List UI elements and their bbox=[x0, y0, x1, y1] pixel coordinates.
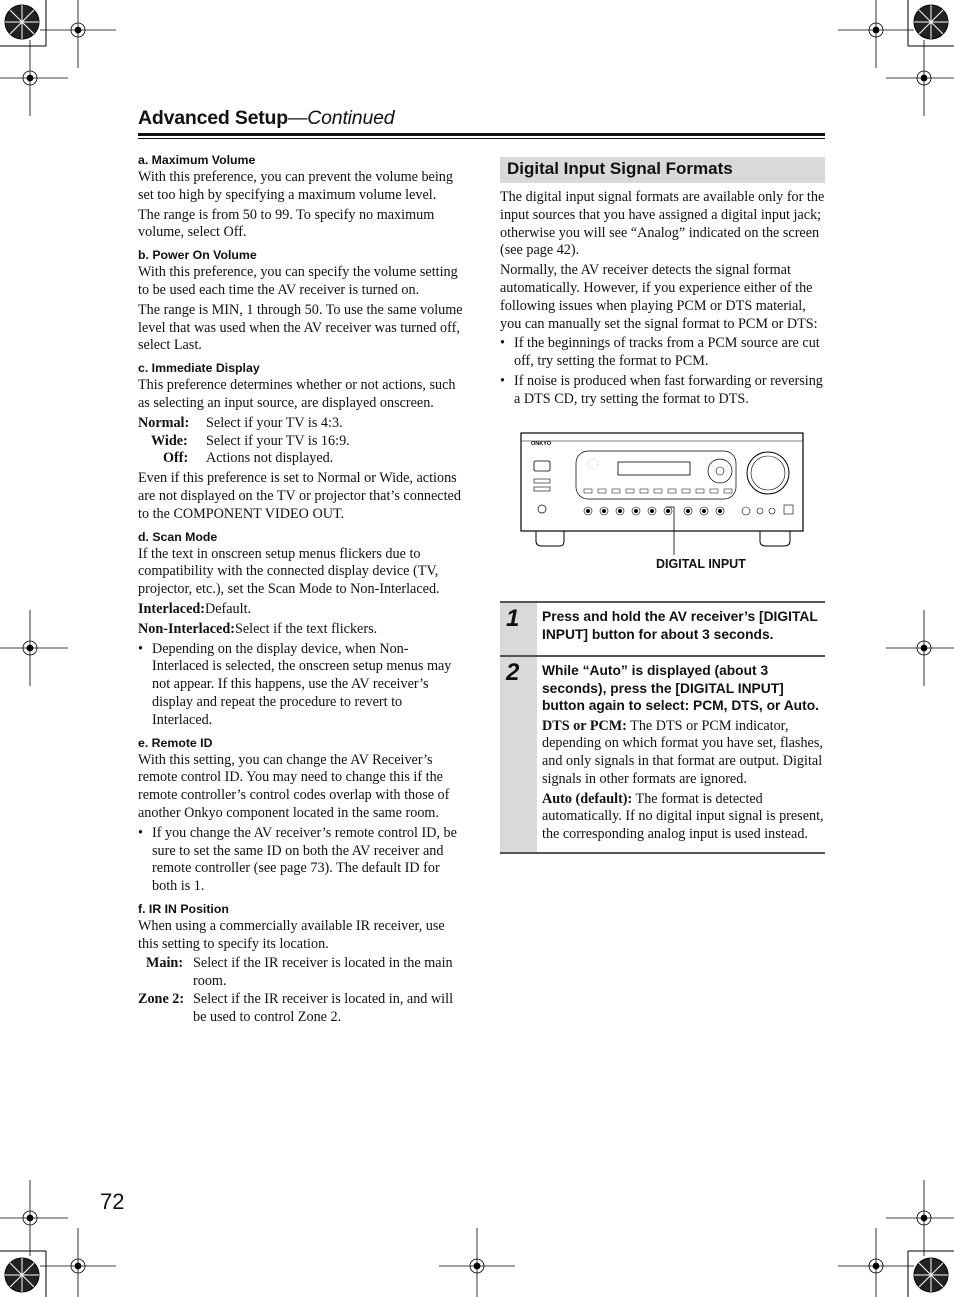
definition-list bbox=[138, 955, 464, 1026]
page-header-title bbox=[138, 107, 394, 130]
definition-desc: The format is detected automatically. If no digital input signal is present, the corresponding analog input is used instead. bbox=[542, 790, 824, 843]
bullet-text: If the beginnings of tracks from a PCM source are cut off, try setting the format to PCM. bbox=[514, 335, 820, 370]
steps-table bbox=[500, 601, 825, 854]
paragraph: This preference determines whether or not actions, such as selecting an input source, are displayed onscreen. bbox=[138, 377, 456, 411]
bullet-item bbox=[138, 641, 464, 730]
left-column bbox=[138, 153, 464, 1029]
header-rule bbox=[138, 133, 825, 136]
brand-logo: ONKYO bbox=[531, 441, 552, 447]
definition-row bbox=[138, 450, 464, 468]
steps-bottom-rule bbox=[500, 852, 825, 854]
definition-term: Wide: bbox=[151, 432, 188, 449]
paragraph: When using a commercially available IR receiver, use this setting to specify its location. bbox=[138, 917, 445, 952]
paragraph: The range is MIN, 1 through 50. To use the same volume level that was used when the AV receiver was turned off, select Last. bbox=[138, 301, 463, 354]
definition-list bbox=[138, 415, 464, 468]
bullet-text: If you change the AV receiver’s remote control ID, be sure to set the same ID on both the AV receiver and remote controller (see page 73). The default ID for both is 1. bbox=[152, 824, 457, 895]
paragraph: Normally, the AV receiver detects the signal format automatically. However, if you experience either of the following issues when playing PCM or DTS material, you can manually set the signal format to PCM or DTS: bbox=[500, 262, 818, 332]
bullet-text: Depending on the display device, when Non-Interlaced is selected, the onscreen setup menus may not appear. If this happens, use the AV receiver’s display and repeat the procedure to revert to Interlaced. bbox=[152, 640, 452, 728]
step-body bbox=[537, 603, 825, 655]
receiver-front-panel-illustration bbox=[518, 431, 808, 556]
header-title-continued: —Continued bbox=[287, 107, 395, 129]
definition-desc: Select if the IR receiver is located in, and will be used to control Zone 2. bbox=[193, 991, 454, 1025]
section-heading-max-volume: a. Maximum Volume bbox=[138, 153, 256, 167]
section-heading-scan-mode: d. Scan Mode bbox=[138, 529, 218, 544]
right-column-text bbox=[500, 189, 826, 411]
digital-input-callout-label: DIGITAL INPUT bbox=[656, 557, 746, 571]
definition-term: DTS or PCM: bbox=[542, 717, 627, 734]
definition-term: Main: bbox=[146, 955, 184, 972]
definition-desc: Default. bbox=[204, 600, 252, 617]
paragraph: With this setting, you can change the AV Receiver’s remote control ID. You may need to change this if the remote controller’s control codes overlap with those of another Onkyo component located in the same room. bbox=[138, 751, 450, 821]
definition-term: Off: bbox=[163, 450, 189, 467]
definition-term: Normal: bbox=[138, 414, 190, 431]
step-title: Press and hold the AV receiver’s [DIGITAL INPUT] button for about 3 seconds. bbox=[542, 609, 818, 642]
definition-desc: The DTS or PCM indicator, depending on which format you have set, flashes, and only signals in that format are output. Digital signals in other formats are ignored. bbox=[542, 717, 823, 787]
step-title: While “Auto” is displayed (about 3 seconds), press the [DIGITAL INPUT] button again to select: PCM, DTS, or Auto. bbox=[542, 663, 819, 713]
step-description bbox=[542, 791, 825, 844]
header-title-main: Advanced Setup bbox=[138, 107, 288, 129]
paragraph: With this preference, you can specify the volume setting to be used each time the AV receiver is turned on. bbox=[138, 264, 458, 298]
bullet-marker: • bbox=[138, 824, 143, 841]
bullet-item bbox=[138, 825, 464, 896]
definition-term: Zone 2: bbox=[138, 991, 185, 1008]
definition-row bbox=[138, 601, 464, 619]
definition-desc: Select if your TV is 16:9. bbox=[206, 432, 350, 449]
definition-term: Auto (default): bbox=[542, 790, 633, 807]
definition-row bbox=[138, 415, 464, 433]
bullet-marker: • bbox=[500, 335, 505, 352]
step-number: 2 bbox=[500, 657, 537, 852]
bullet-item bbox=[500, 335, 826, 371]
paragraph: Even if this preference is set to Normal or Wide, actions are not displayed on the TV or projector that’s connected to the COMPONENT VIDEO OUT. bbox=[138, 470, 461, 522]
bullet-text: If noise is produced when fast forwarding or reversing a DTS CD, try setting the format to DTS. bbox=[514, 372, 823, 407]
definition-desc: Select if your TV is 4:3. bbox=[206, 414, 343, 431]
definition-row bbox=[138, 991, 464, 1027]
header-rule-thin bbox=[138, 138, 825, 139]
section-heading-ir-in-position: f. IR IN Position bbox=[138, 901, 229, 916]
step-2 bbox=[500, 655, 825, 852]
definition-desc: Select if the IR receiver is located in the main room. bbox=[193, 955, 453, 990]
paragraph: With this preference, you can prevent the volume being set too high by specifying a maximum volume level. bbox=[138, 169, 453, 203]
bullet-item bbox=[500, 373, 826, 409]
bullet-marker: • bbox=[138, 640, 143, 657]
section-heading-remote-id: e. Remote ID bbox=[138, 735, 213, 750]
definition-row bbox=[138, 433, 464, 451]
section-heading-power-on-volume: b. Power On Volume bbox=[138, 248, 257, 263]
section-heading-digital-input: Digital Input Signal Formats bbox=[507, 159, 733, 178]
definition-row bbox=[138, 955, 464, 991]
section-heading-bar bbox=[500, 157, 825, 183]
paragraph: The range is from 50 to 99. To specify no maximum volume, select Off. bbox=[138, 206, 435, 241]
definition-desc: Actions not displayed. bbox=[206, 450, 334, 467]
section-heading-immediate-display: c. Immediate Display bbox=[138, 361, 260, 376]
step-body bbox=[537, 657, 825, 852]
definition-row bbox=[138, 621, 464, 639]
step-description bbox=[542, 718, 825, 789]
definition-term: Non-Interlaced: bbox=[138, 620, 235, 637]
bullet-marker: • bbox=[500, 372, 505, 389]
definition-desc: Select if the text flickers. bbox=[234, 620, 378, 637]
paragraph: If the text in onscreen setup menus flickers due to compatibility with the connected display device (TV, projector, etc.), set the Scan Mode to Non-Interlaced. bbox=[138, 545, 440, 598]
step-1 bbox=[500, 601, 825, 655]
page-number: 72 bbox=[100, 1189, 125, 1214]
paragraph: The digital input signal formats are available only for the input sources that you have assigned a digital input jack; otherwise you will see “Analog” indicated on the screen (see page 42). bbox=[500, 189, 825, 259]
definition-term: Interlaced: bbox=[138, 600, 205, 617]
step-number: 1 bbox=[500, 603, 537, 655]
